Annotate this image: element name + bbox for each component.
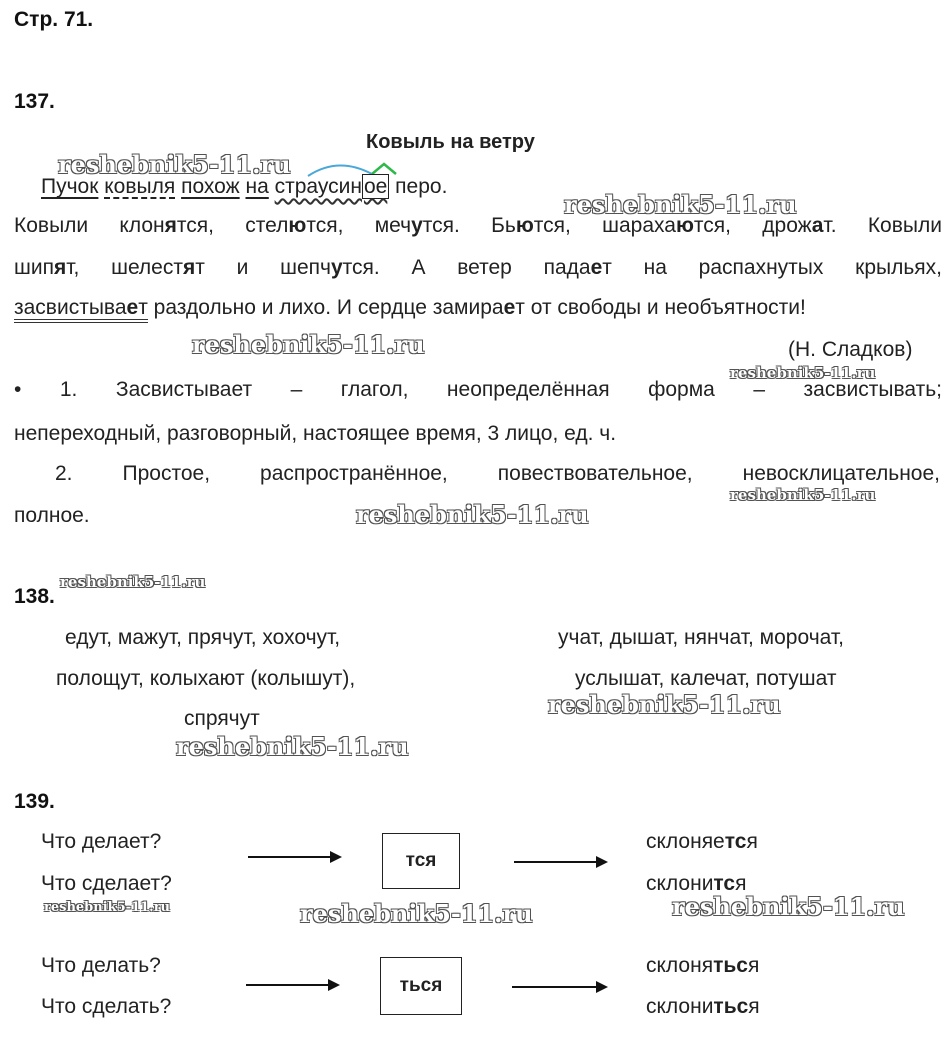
watermark: reshebnik5-11.ru	[60, 573, 206, 591]
question-3: Что делать?	[41, 954, 161, 977]
verb-list-left-1: едут, мажут, прячут, хохочут,	[65, 626, 341, 649]
watermark: reshebnik5-11.ru	[300, 899, 533, 928]
subject-word: Пучок	[41, 175, 99, 198]
verb-list-right-1: учат, дышат, нянчат, морочат,	[558, 626, 844, 649]
question-4: Что сделать?	[41, 995, 172, 1018]
attribute-word: ковыля	[104, 175, 176, 198]
adjective-word	[275, 174, 390, 199]
analysis-item-1-line-1: • 1. Засвистывает – глагол, неопределённая форма – засвистывать;	[14, 378, 942, 401]
text-title: Ковыль на ветру	[366, 131, 535, 153]
verb-list-left-2: полощут, колыхают (колышут),	[56, 667, 356, 690]
watermark: reshebnik5-11.ru	[548, 690, 781, 719]
preposition-word: на	[245, 175, 269, 198]
page-label: Стр. 71.	[14, 8, 94, 31]
arrow-right-icon	[248, 856, 340, 858]
exercise-137-number: 137.	[14, 90, 55, 113]
watermark: reshebnik5-11.ru	[564, 190, 797, 219]
question-1: Что делает?	[41, 830, 162, 853]
watermark: reshebnik5-11.ru	[672, 892, 905, 921]
analysis-item-1-line-2: непереходный, разговорный, настоящее время, 3 лицо, ед. ч.	[14, 422, 617, 445]
paragraph-line-4: засвистывает раздольно и лихо. И сердце замирает от свободы и необъятности!	[14, 296, 806, 320]
exercise-138-number: 138.	[14, 585, 55, 608]
verb-list-right-2: услышат, калечат, потушат	[575, 667, 837, 690]
adjective-root: страусин	[274, 175, 362, 198]
result-2: склонится	[646, 872, 747, 895]
watermark: reshebnik5-11.ru	[192, 330, 425, 359]
author: (Н. Сладков)	[788, 338, 913, 361]
watermark: reshebnik5-11.ru	[356, 500, 589, 529]
arrow-right-icon	[514, 861, 606, 863]
paragraph-line-3: шипят, шелестят и шепчутся. А ветер падает на распахнутых крыльях,	[14, 256, 942, 279]
watermark: reshebnik5-11.ru	[176, 732, 409, 761]
watermark: reshebnik5-11.ru	[58, 150, 291, 179]
paragraph-line-2: Ковыли клонятся, стелются, мечутся. Бьются, шарахаются, дрожат. Ковыли	[14, 214, 942, 237]
watermark: reshebnik5-11.ru	[730, 486, 876, 504]
ending-box: ое	[363, 175, 388, 198]
suffix-box-tsya-soft: ться	[380, 957, 462, 1015]
underlined-verb: засвистывает	[14, 296, 148, 323]
arrow-right-icon	[512, 986, 606, 988]
predicate-word: похож	[181, 175, 240, 198]
result-3: склоняться	[646, 954, 760, 977]
watermark: reshebnik5-11.ru	[730, 364, 876, 382]
question-2: Что сделает?	[41, 872, 172, 895]
analysis-item-2-line-2: полное.	[14, 504, 90, 527]
analysis-item-2-line-1: 2. Простое, распространённое, повествовательное, невосклицательное,	[55, 462, 940, 485]
watermark: reshebnik5-11.ru	[44, 900, 171, 915]
result-1: склоняется	[646, 830, 758, 853]
suffix-box-tsya: тся	[382, 833, 460, 889]
verb-list-left-3: спрячут	[184, 707, 260, 730]
arrow-right-icon	[246, 984, 338, 986]
noun-word: перо.	[395, 175, 448, 198]
result-4: склониться	[646, 995, 760, 1018]
exercise-139-number: 139.	[14, 790, 55, 813]
